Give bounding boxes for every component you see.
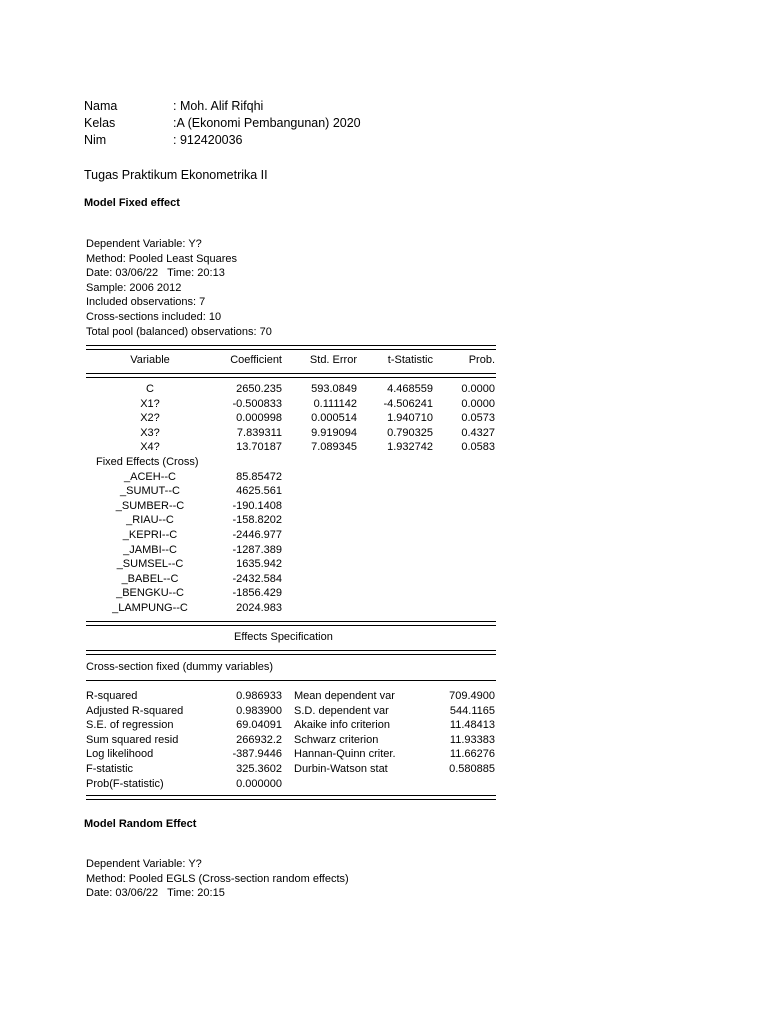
fixed-info-block xyxy=(86,237,272,339)
table-rule xyxy=(86,373,496,378)
table-header-row xyxy=(86,353,496,369)
info-line: Cross-sections included: 10 xyxy=(86,310,222,323)
nim-label: Nim xyxy=(84,133,107,147)
stat-value: 11.66276 xyxy=(449,748,495,761)
cell-variable: X2? xyxy=(140,412,160,425)
table-rule xyxy=(86,650,496,655)
stat-label: Schwarz criterion xyxy=(294,733,379,746)
cell-coefficient: -1856.429 xyxy=(232,587,282,600)
stat-label: Mean dependent var xyxy=(294,690,395,702)
stat-value: 325.3602 xyxy=(236,762,282,775)
stats-row xyxy=(86,689,496,704)
cell-prob: 0.0000 xyxy=(461,397,495,410)
cell-std-error: 0.000514 xyxy=(311,412,357,425)
fixed-effect-heading: Model Fixed effect xyxy=(84,197,180,209)
class-value: :A (Ekonomi Pembangunan) 2020 xyxy=(173,116,361,130)
col-prob: Prob. xyxy=(468,354,495,366)
info-line: Dependent Variable: Y? xyxy=(86,238,202,250)
cell-variable: _SUMUT--C xyxy=(120,485,180,498)
stats-row xyxy=(86,762,496,777)
cell-variable: _BABEL--C xyxy=(121,572,179,585)
cell-coefficient: 13.70187 xyxy=(236,441,282,454)
cell-coefficient: 85.85472 xyxy=(236,470,282,483)
cell-prob: 0.4327 xyxy=(461,426,495,439)
table-row xyxy=(86,557,496,572)
cell-t-stat: -4.506241 xyxy=(383,397,433,410)
table-row xyxy=(86,397,496,412)
table-row xyxy=(86,586,496,601)
table-rule xyxy=(86,680,496,681)
stat-value: 0.000000 xyxy=(236,777,282,790)
cross-section-label: Cross-section fixed (dummy variables) xyxy=(86,661,274,673)
info-line: Included observations: 7 xyxy=(86,296,206,309)
cell-variable: _KEPRI--C xyxy=(122,528,178,541)
info-line: Method: Pooled Least Squares xyxy=(86,252,238,265)
stat-value: 544.1165 xyxy=(449,704,495,717)
stat-value: 69.04091 xyxy=(236,719,282,732)
cell-variable: _SUMSEL--C xyxy=(116,558,184,571)
table-row xyxy=(86,484,496,499)
cell-variable: X3? xyxy=(140,426,160,439)
assignment-title: Tugas Praktikum Ekonometrika II xyxy=(84,168,268,182)
cell-coefficient: 4625.561 xyxy=(236,485,282,498)
stats-row xyxy=(86,777,496,792)
cell-coefficient: -158.8202 xyxy=(232,514,282,527)
info-line: Method: Pooled EGLS (Cross-section random effects) xyxy=(86,872,349,885)
cell-t-stat: 0.790325 xyxy=(387,426,433,439)
col-std-error: Std. Error xyxy=(309,354,357,366)
effects-spec-heading: Effects Specification xyxy=(234,631,333,643)
table-rule xyxy=(86,345,496,350)
stat-label: Hannan-Quinn criter. xyxy=(294,748,396,761)
stat-label: Log likelihood xyxy=(86,748,154,761)
random-info-block xyxy=(86,857,349,901)
cell-variable: _JAMBI--C xyxy=(123,543,177,556)
stats-row xyxy=(86,718,496,733)
cell-variable: _ACEH--C xyxy=(124,470,176,483)
table-rule xyxy=(86,795,496,800)
cell-prob: 0.0573 xyxy=(461,412,495,425)
stat-value: 0.580885 xyxy=(449,762,495,775)
random-effect-heading: Model Random Effect xyxy=(84,818,197,830)
cell-coefficient: -2446.977 xyxy=(232,528,282,541)
cell-variable: C xyxy=(146,383,154,395)
stats-row xyxy=(86,733,496,748)
table-row xyxy=(86,411,496,426)
cell-t-stat: 4.468559 xyxy=(387,383,433,395)
cell-variable: _RIAU--C xyxy=(126,514,174,527)
cell-coefficient: -2432.584 xyxy=(232,572,282,585)
cell-coefficient: 2650.235 xyxy=(236,383,282,395)
stat-label: Prob(F-statistic) xyxy=(86,777,164,790)
table-row xyxy=(86,513,496,528)
stat-label: Akaike info criterion xyxy=(294,719,390,732)
name-label: Nama xyxy=(84,99,118,113)
fixed-effects-label-row xyxy=(86,455,496,470)
cell-coefficient: -0.500833 xyxy=(232,397,282,410)
cell-std-error: 0.111142 xyxy=(313,397,357,410)
cell-t-stat: 1.940710 xyxy=(387,412,433,425)
stat-value: -387.9446 xyxy=(232,748,282,761)
cell-prob: 0.0583 xyxy=(461,441,495,454)
table-row xyxy=(86,382,496,397)
table-row xyxy=(86,499,496,514)
coef-table-body xyxy=(86,382,496,616)
stat-label: Adjusted R-squared xyxy=(86,704,184,717)
info-line: Date: 03/06/22 Time: 20:13 xyxy=(86,267,225,280)
stat-value: 11.48413 xyxy=(449,719,495,732)
table-row xyxy=(86,601,496,616)
stat-value: 709.4900 xyxy=(449,690,495,702)
cell-coefficient: 7.839311 xyxy=(236,426,282,439)
cell-coefficient: 0.000998 xyxy=(236,412,282,425)
cell-std-error: 7.089345 xyxy=(311,441,357,454)
table-row xyxy=(86,426,496,441)
fixed-effects-label: Fixed Effects (Cross) xyxy=(96,455,199,468)
stat-label: Sum squared resid xyxy=(86,733,179,746)
stats-row xyxy=(86,704,496,719)
stat-value: 266932.2 xyxy=(236,733,282,746)
cell-std-error: 9.919094 xyxy=(311,426,357,439)
col-t-stat: t-Statistic xyxy=(387,354,433,366)
table-rule xyxy=(86,621,496,626)
table-row xyxy=(86,440,496,455)
cell-variable: _BENGKU--C xyxy=(116,587,184,600)
stat-value: 0.986933 xyxy=(236,690,282,702)
info-line: Sample: 2006 2012 xyxy=(86,281,182,294)
cell-coefficient: -1287.389 xyxy=(232,543,282,556)
stat-value: 11.93383 xyxy=(449,733,495,746)
stats-row xyxy=(86,747,496,762)
cell-std-error: 593.0849 xyxy=(311,383,357,395)
stat-label: S.D. dependent var xyxy=(294,704,389,717)
stat-value: 0.983900 xyxy=(236,704,282,717)
info-line: Dependent Variable: Y? xyxy=(86,858,202,870)
stat-label: R-squared xyxy=(86,690,138,702)
cell-variable: X4? xyxy=(140,441,160,454)
cell-prob: 0.0000 xyxy=(461,383,495,395)
class-label: Kelas xyxy=(84,116,116,130)
cell-variable: _SUMBER--C xyxy=(115,499,185,512)
stat-label: F-statistic xyxy=(86,762,134,775)
cell-coefficient: 1635.942 xyxy=(236,558,282,571)
col-variable: Variable xyxy=(130,354,170,366)
stat-label: Durbin-Watson stat xyxy=(294,762,388,775)
info-line: Total pool (balanced) observations: 70 xyxy=(86,325,272,338)
col-coefficient: Coefficient xyxy=(230,354,282,366)
table-row xyxy=(86,543,496,558)
stat-label: S.E. of regression xyxy=(86,719,174,732)
cell-t-stat: 1.932742 xyxy=(387,441,433,454)
name-value: : Moh. Alif Rifqhi xyxy=(173,99,264,113)
table-row xyxy=(86,572,496,587)
info-line: Date: 03/06/22 Time: 20:15 xyxy=(86,887,225,900)
nim-value: : 912420036 xyxy=(173,133,243,147)
cell-variable: X1? xyxy=(140,397,160,410)
cell-coefficient: -190.1408 xyxy=(232,499,282,512)
cell-variable: _LAMPUNG--C xyxy=(112,601,188,614)
table-row xyxy=(86,528,496,543)
table-row xyxy=(86,470,496,485)
stats-block xyxy=(86,689,496,791)
cell-coefficient: 2024.983 xyxy=(236,601,282,614)
